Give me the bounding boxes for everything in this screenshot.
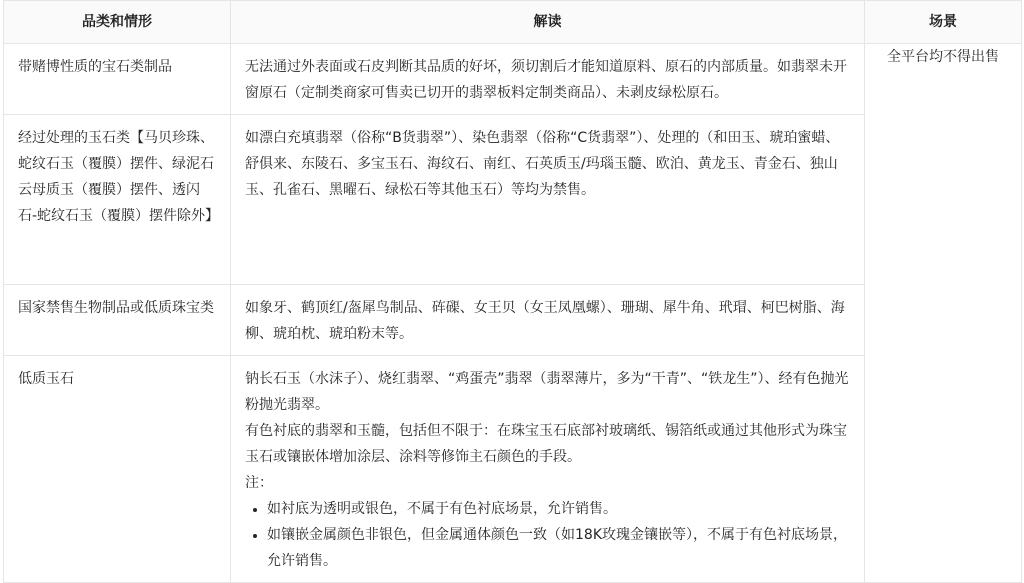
notes-list (245, 496, 850, 574)
header-interpretation: 解读 (231, 1, 865, 44)
note-label: 注： (245, 475, 273, 491)
scene-cell: 全平台均不得出售 (865, 44, 1022, 583)
category-cell: 带赌博性质的宝石类制品 (4, 44, 231, 115)
category-cell: 经过处理的玉石类【马贝珍珠、蛇纹石玉（覆膜）摆件、绿泥石云母质玉（覆膜）摆件、透闪石-蛇纹石玉（覆膜）摆件除外】 (4, 115, 231, 285)
interpretation-cell (231, 356, 865, 583)
category-cell: 低质玉石 (4, 356, 231, 583)
header-category: 品类和情形 (4, 1, 231, 44)
interpretation-cell: 无法通过外表面或石皮判断其品质的好坏，须切割后才能知道原料、原石的内部质量。如翡翠未开窗原石（定制类商家可售卖已切开的翡翠板料定制类商品）、未剥皮绿松原石。 (231, 44, 865, 115)
interpretation-cell: 如象牙、鹤顶红/盔犀鸟制品、砗磲、女王贝（女王凤凰螺）、珊瑚、犀牛角、玳瑁、柯巴树脂、海柳、琥珀枕、琥珀粉末等。 (231, 285, 865, 356)
rules-table (3, 0, 1021, 580)
table-header-row (4, 1, 1022, 44)
interpretation-cell: 如漂白充填翡翠（俗称“B货翡翠”）、染色翡翠（俗称“C货翡翠”）、处理的（和田玉、琥珀蜜蜡、舒俱来、东陵石、多宝玉石、海纹石、南红、石英质玉/玛瑙玉髓、欧泊、黄龙玉、青金石、独山玉、孔雀石、黑曜石、绿松石等其他玉石）等均为禁售。 (231, 115, 865, 285)
table-row (4, 44, 1022, 115)
note-item: • 如镶嵌金属颜色非银色，但金属通体颜色一致（如18K玫瑰金镶嵌等），不属于有色衬底场景，允许销售。 (267, 522, 850, 574)
header-scene: 场景 (865, 1, 1022, 44)
note-item: • 如衬底为透明或银色，不属于有色衬底场景，允许销售。 (267, 496, 850, 522)
interpretation-paragraph: 钠长石玉（水沫子）、烧红翡翠、“鸡蛋壳”翡翠（翡翠薄片，多为“干青”、“铁龙生”）、经有色抛光粉抛光翡翠。 (245, 371, 849, 413)
interpretation-paragraph: 有色衬底的翡翠和玉髓，包括但不限于：在珠宝玉石底部衬玻璃纸、锡箔纸或通过其他形式为珠宝玉石或镶嵌体增加涂层、涂料等修饰主石颜色的手段。 (245, 423, 847, 465)
category-cell: 国家禁售生物制品或低质珠宝类 (4, 285, 231, 356)
